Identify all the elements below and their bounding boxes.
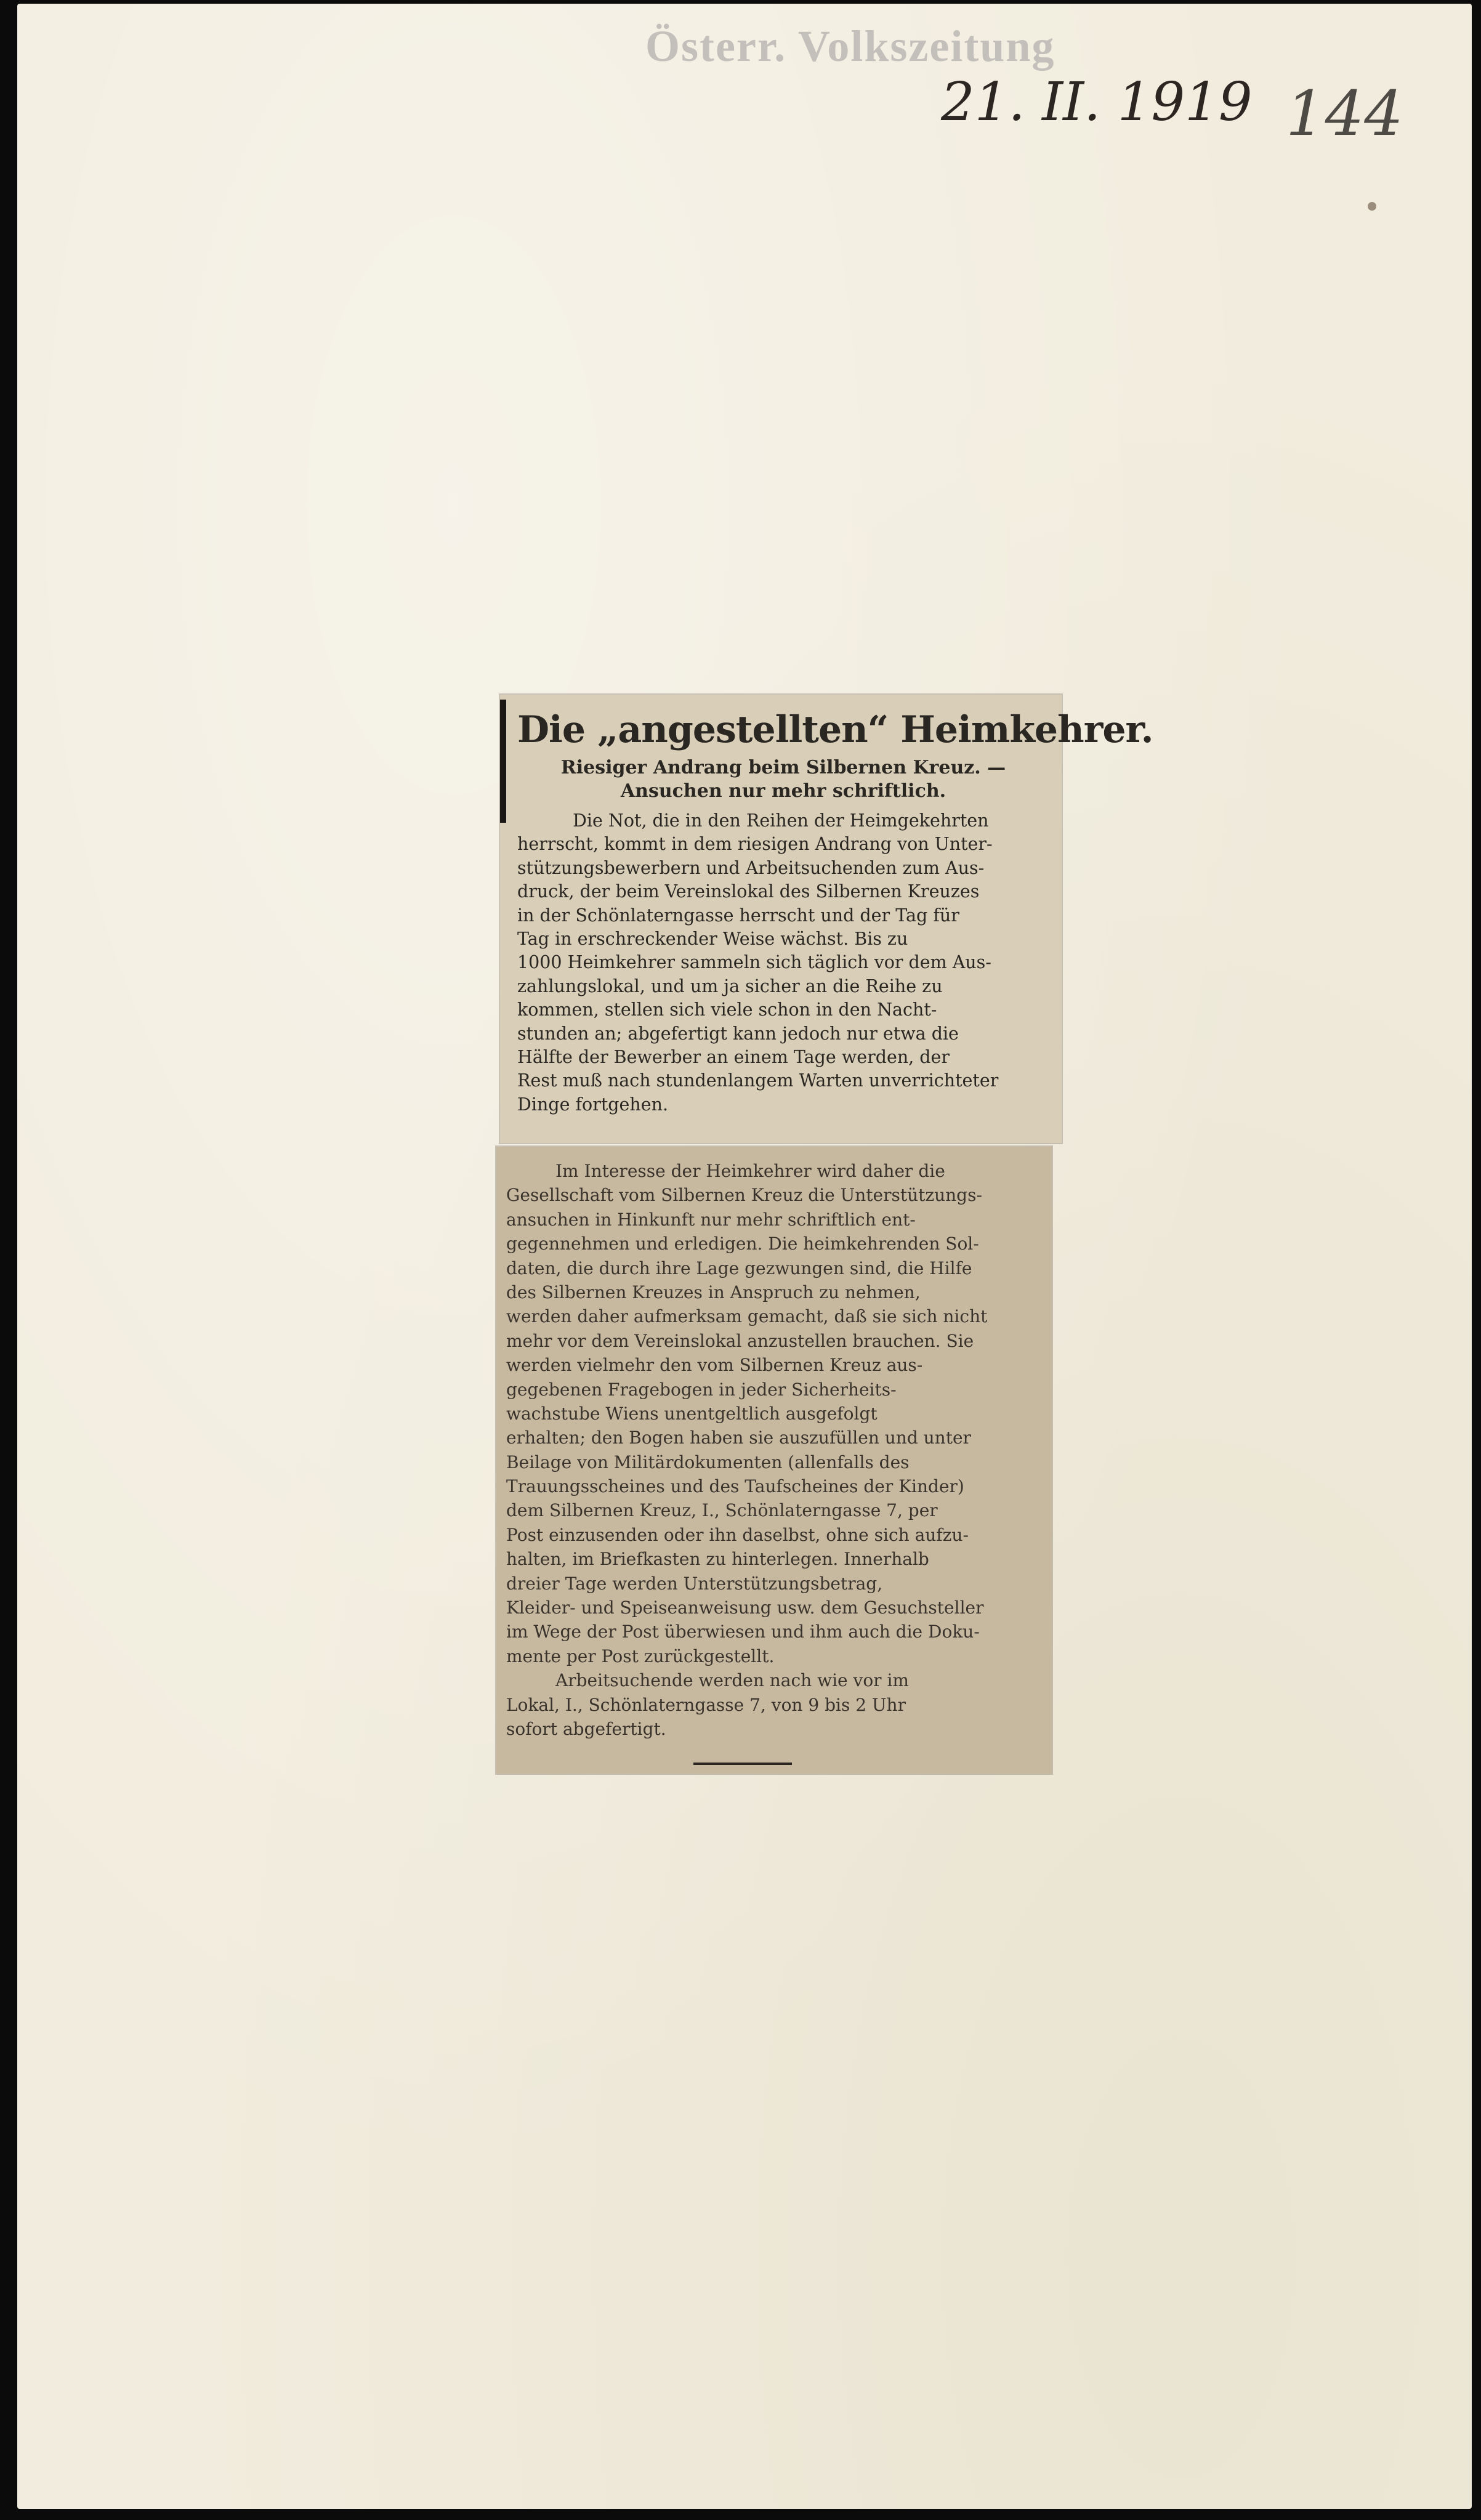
archive-number: 144 bbox=[1286, 78, 1403, 150]
text-line: stützungsbewerbern und Arbeitsuchenden zum Aus- bbox=[517, 857, 985, 878]
text-line: Arbeitsuchende werden nach wie vor im bbox=[555, 1670, 909, 1691]
text-line: daten, die durch ihre Lage gezwungen sind, die Hilfe bbox=[506, 1258, 972, 1278]
text-line: Hälfte der Bewerber an einem Tage werden, der bbox=[517, 1046, 950, 1067]
subhead-line: Riesiger Andrang beim Silbernen Kreuz. — bbox=[560, 757, 1006, 778]
newspaper-clipping-top bbox=[500, 695, 1153, 1143]
text-line: Kleider- und Speiseanweisung usw. dem Gesuchsteller bbox=[506, 1597, 984, 1618]
text-line: Tag in erschreckender Weise wächst. Bis zu bbox=[517, 928, 908, 949]
text-line: wachstube Wiens unentgeltlich ausgefolgt bbox=[506, 1403, 878, 1424]
text-line: Gesellschaft vom Silbernen Kreuz die Unterstützungs- bbox=[506, 1185, 982, 1206]
text-line: Post einzusenden oder ihn daselbst, ohne sich aufzu- bbox=[506, 1524, 969, 1545]
text-line: erhalten; den Bogen haben sie auszufüllen und unter bbox=[506, 1428, 971, 1448]
text-line: im Wege der Post überwiesen und ihm auch die Doku- bbox=[506, 1621, 980, 1642]
article-paragraph-2 bbox=[506, 1159, 1043, 1668]
text-line: dreier Tage werden Unterstützungsbetrag, bbox=[506, 1573, 883, 1594]
newspaper-clipping-bottom bbox=[496, 1147, 1052, 1774]
text-line: halten, im Briefkasten zu hinterlegen. Innerhalb bbox=[506, 1549, 929, 1570]
text-line: zahlungslokal, und um ja sicher an die Reihe zu bbox=[517, 975, 943, 996]
text-line: werden vielmehr den vom Silbernen Kreuz aus- bbox=[506, 1355, 923, 1376]
handwritten-date: 21. II. 1919 bbox=[941, 71, 1253, 133]
text-line: Im Interesse der Heimkehrer wird daher die bbox=[555, 1161, 945, 1181]
subhead-line: Ansuchen nur mehr schriftlich. bbox=[620, 780, 946, 802]
text-line: mente per Post zurückgestellt. bbox=[506, 1646, 775, 1666]
text-line: druck, der beim Vereinslokal des Silbernen Kreuzes bbox=[517, 881, 980, 902]
text-line: dem Silbernen Kreuz, I., Schönlaterngasse 7, per bbox=[506, 1500, 938, 1521]
text-line: Die Not, die in den Reihen der Heimgekehrten bbox=[573, 810, 989, 831]
article-subhead bbox=[517, 756, 1049, 803]
text-line: gegennehmen und erledigen. Die heimkehrenden Sol- bbox=[506, 1234, 979, 1254]
text-line: kommen, stellen sich viele schon in den Nacht- bbox=[517, 1000, 937, 1020]
newspaper-name-stamp: Österr. Volkszeitung bbox=[645, 22, 1055, 71]
paper-spot bbox=[1368, 202, 1376, 211]
text-line: mehr vor dem Vereinslokal anzustellen brauchen. Sie bbox=[506, 1330, 974, 1351]
text-line: Beilage von Militärdokumenten (allenfalls des bbox=[506, 1452, 910, 1472]
text-line: Rest muß nach stundenlangem Warten unverrichteter bbox=[517, 1070, 999, 1091]
text-line: herrscht, kommt in dem riesigen Andrang von Unter- bbox=[517, 834, 993, 855]
text-line: werden daher aufmerksam gemacht, daß sie sich nicht bbox=[506, 1306, 988, 1327]
text-line: 1000 Heimkehrer sammeln sich täglich vor dem Aus- bbox=[517, 952, 991, 973]
text-line: Dinge fortgehen. bbox=[517, 1094, 669, 1115]
text-line: gegebenen Fragebogen in jeder Sicherheits- bbox=[506, 1379, 897, 1400]
text-line: Trauungsscheines und des Taufscheines der Kinder) bbox=[506, 1476, 964, 1497]
article-paragraph-1 bbox=[517, 809, 1049, 1117]
article-headline: Die „angestellten“ Heimkehrer. bbox=[517, 708, 1153, 751]
end-rule bbox=[693, 1763, 792, 1765]
text-line: in der Schönlaterngasse herrscht und der Tag für bbox=[517, 905, 959, 926]
text-line: sofort abgefertigt. bbox=[506, 1718, 666, 1739]
text-line: des Silbernen Kreuzes in Anspruch zu nehmen, bbox=[506, 1282, 921, 1302]
article-paragraph-3 bbox=[506, 1668, 1043, 1741]
text-line: stunden an; abgefertigt kann jedoch nur etwa die bbox=[517, 1023, 959, 1044]
text-line: Lokal, I., Schönlaterngasse 7, von 9 bis 2 Uhr bbox=[506, 1694, 906, 1715]
text-line: ansuchen in Hinkunft nur mehr schriftlich ent- bbox=[506, 1209, 916, 1230]
